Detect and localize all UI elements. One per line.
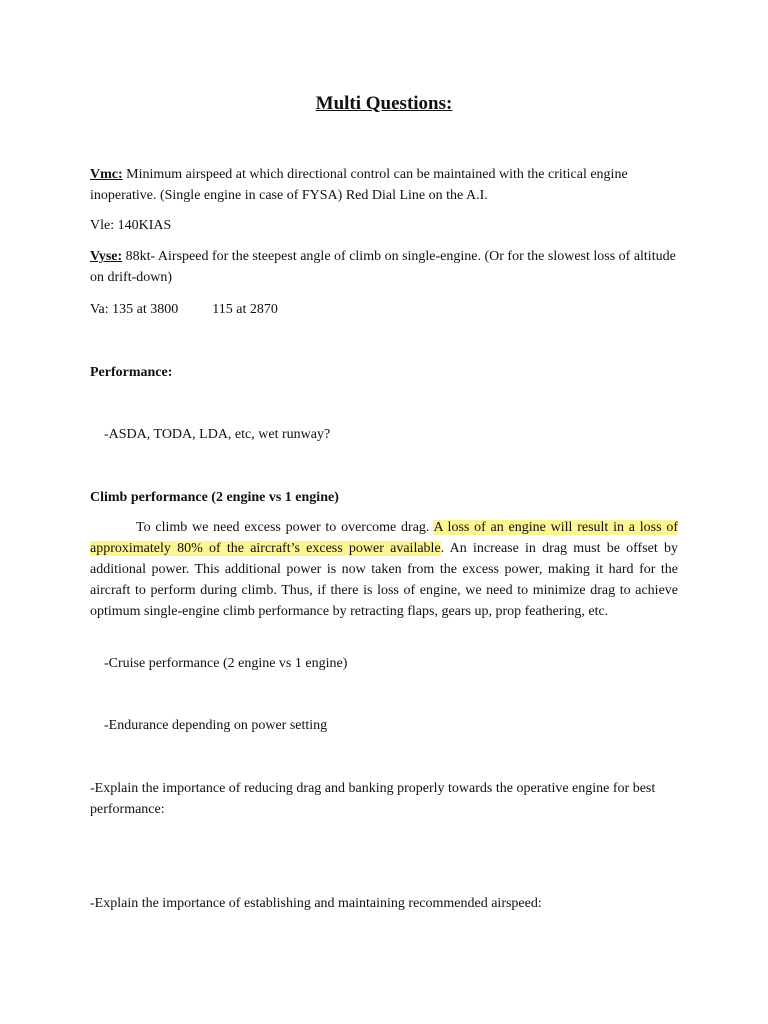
va-line — [90, 299, 678, 320]
climb-performance-heading: Climb performance (2 engine vs 1 engine) — [90, 490, 339, 505]
page-title: Multi Questions: — [315, 93, 453, 114]
vmc-label: Vmc: — [90, 167, 123, 182]
va-value-1: Va: 135 at 3800 — [90, 302, 179, 317]
endurance-item: -Endurance depending on power setting — [104, 718, 328, 733]
climb-rest: . An increase in drag must be offset by additional power. This additional power is now taken from the excess power, making it hard for the aircraft to perform during climb. Thus, if there is loss of engine, we need to minimize drag to achieve optimum single-engine climb performance by retracting flaps, gears up, prop feathering, etc. — [90, 541, 678, 619]
airspeed-question: -Explain the importance of establishing and maintaining recommended airspeed: — [90, 896, 542, 911]
performance-heading: Performance: — [90, 365, 173, 380]
cruise-item: -Cruise performance (2 engine vs 1 engine) — [104, 656, 348, 671]
drag-question: -Explain the importance of reducing drag and banking properly towards the operative engine for best performance: — [90, 781, 656, 817]
vyse-label: Vyse: — [90, 249, 123, 264]
va-value-2: 115 at 2870 — [212, 302, 278, 317]
vmc-definition — [90, 164, 678, 206]
vmc-text: Minimum airspeed at which directional control can be maintained with the critical engine inoperative. (Single engine in case of FYSA) Red Dial Line on the A.I. — [90, 167, 628, 203]
vyse-definition — [90, 246, 678, 288]
highlighted-text: A loss of an engine will result in a loss of approximately 80% of the aircraft’s excess power available — [90, 520, 678, 556]
climb-intro: To climb we need excess power to overcome drag. — [136, 520, 434, 535]
asda-item: -ASDA, TODA, LDA, etc, wet runway? — [104, 427, 331, 442]
vle-line: Vle: 140KIAS — [90, 218, 172, 233]
climb-performance-paragraph — [90, 517, 678, 622]
vyse-text: 88kt- Airspeed for the steepest angle of climb on single-engine. (Or for the slowest loss of altitude on drift-down) — [90, 249, 676, 285]
